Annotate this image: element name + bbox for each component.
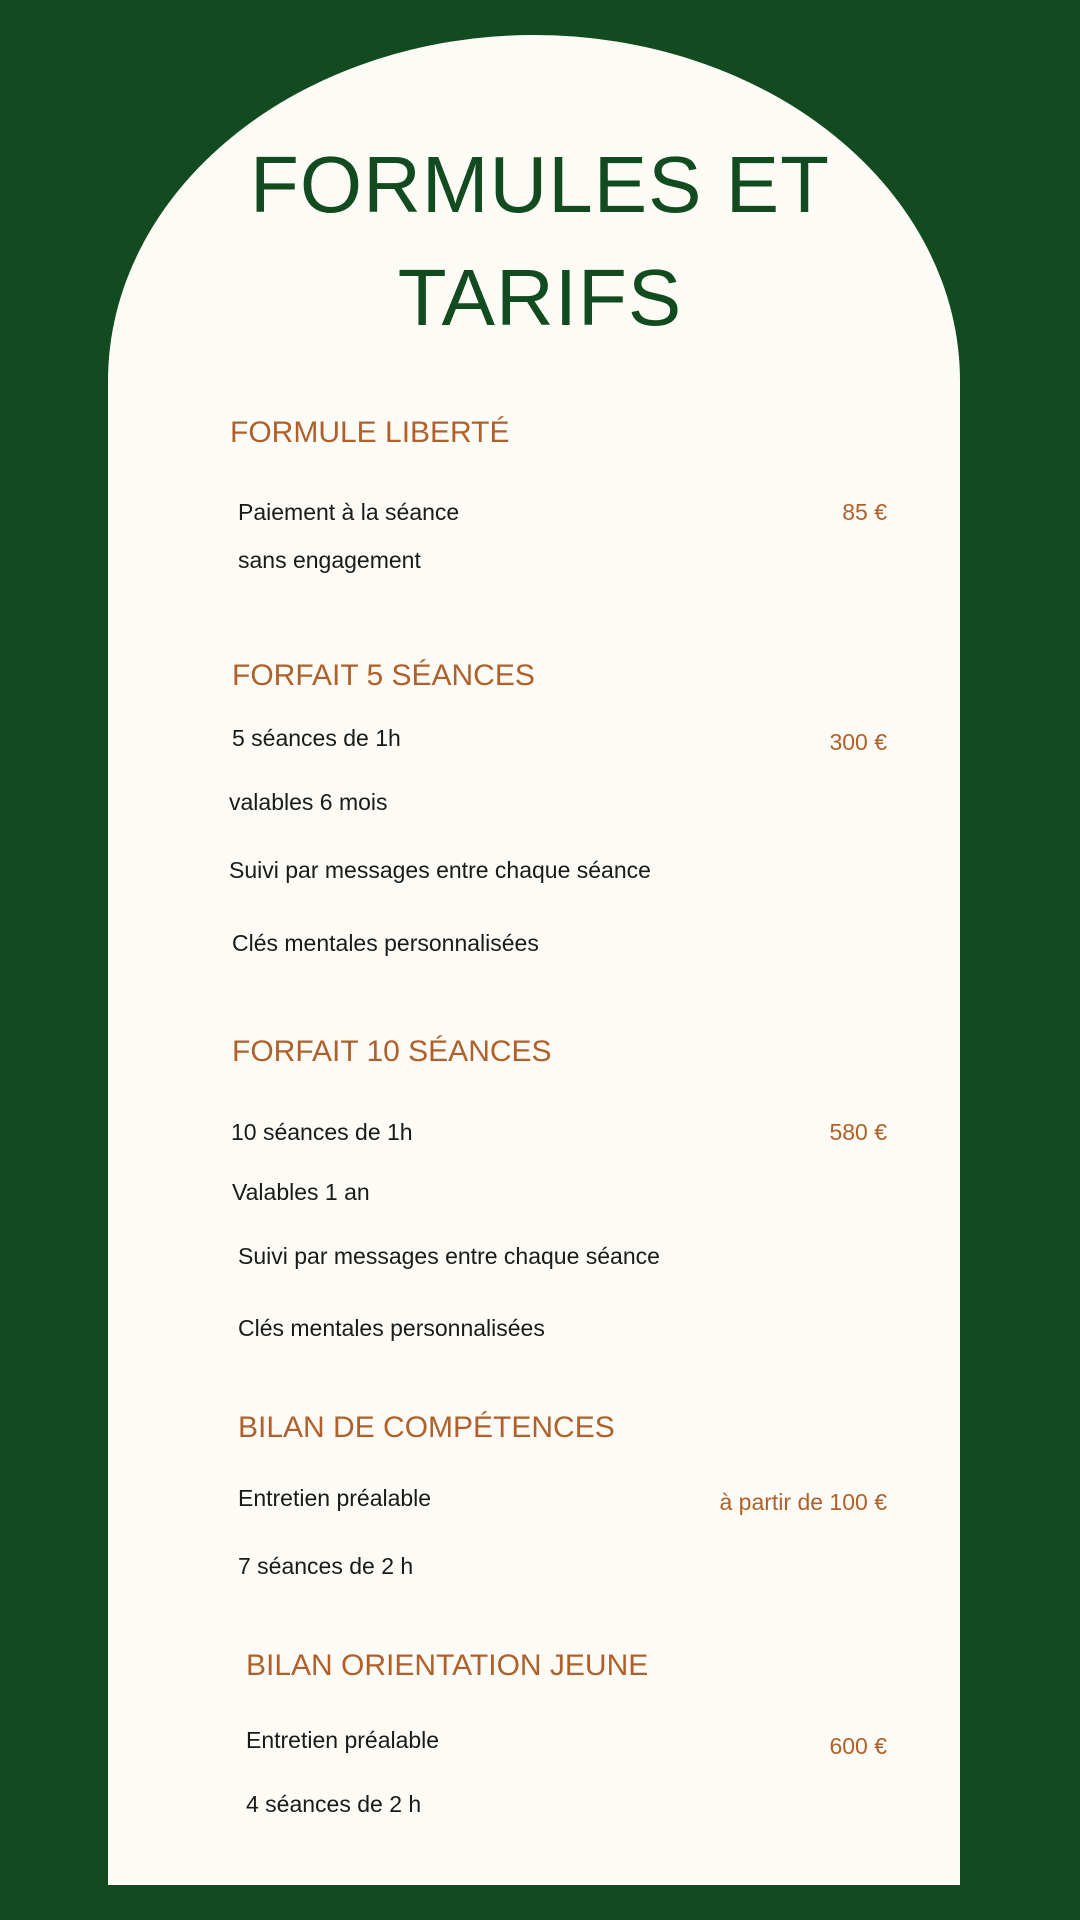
section-line: Clés mentales personnalisées xyxy=(232,930,539,956)
section-line: Paiement à la séance xyxy=(238,499,460,525)
section-price: 300 € xyxy=(829,729,887,755)
section-price: 85 € xyxy=(842,499,887,525)
section-line: 5 séances de 1h xyxy=(232,725,401,751)
section-heading-formule-liberte: FORMULE LIBERTÉ xyxy=(230,416,510,449)
section-line: Clés mentales personnalisées xyxy=(238,1315,545,1341)
section-heading-bilan-competences: BILAN DE COMPÉTENCES xyxy=(238,1411,615,1444)
section-line: 10 séances de 1h xyxy=(231,1119,413,1145)
page-title-line-1: FORMULES ET xyxy=(250,140,830,229)
section-line: Suivi par messages entre chaque séance xyxy=(229,857,651,883)
section-heading-forfait-10: FORFAIT 10 SÉANCES xyxy=(232,1035,552,1068)
section-line: Entretien préalable xyxy=(238,1485,432,1511)
section-line: Suivi par messages entre chaque séance xyxy=(238,1243,660,1269)
section-line: Valables 1 an xyxy=(232,1179,370,1205)
section-price: à partir de 100 € xyxy=(719,1489,887,1515)
section-line: 7 séances de 2 h xyxy=(238,1553,414,1579)
section-line: 4 séances de 2 h xyxy=(246,1791,422,1817)
section-line: Entretien préalable xyxy=(246,1727,440,1753)
section-heading-bilan-orientation: BILAN ORIENTATION JEUNE xyxy=(246,1649,649,1682)
section-price: 600 € xyxy=(829,1733,887,1759)
section-price: 580 € xyxy=(829,1119,887,1145)
page-title-line-2: TARIFS xyxy=(397,253,683,342)
section-line: sans engagement xyxy=(238,547,421,573)
section-heading-forfait-5: FORFAIT 5 SÉANCES xyxy=(232,659,535,692)
section-line: valables 6 mois xyxy=(229,789,388,815)
